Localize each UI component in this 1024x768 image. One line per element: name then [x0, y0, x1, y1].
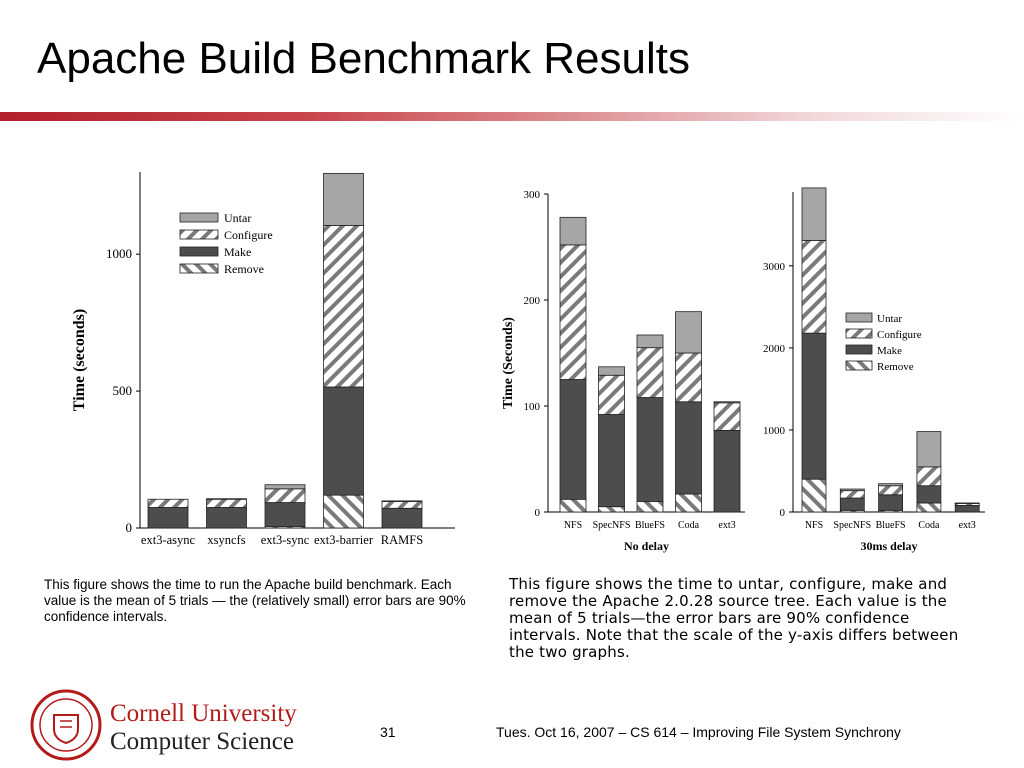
legend-label-remove: Remove: [877, 361, 914, 373]
x-axis-label: 30ms delay: [860, 539, 918, 553]
bar-segment-remove: [637, 501, 663, 512]
y-tick-label: 0: [125, 520, 132, 535]
y-tick-label: 2000: [763, 342, 785, 355]
x-tick-label: SpecNFS: [592, 520, 631, 531]
x-tick-label: ext3-sync: [260, 533, 310, 547]
legend-swatch-remove: [180, 264, 218, 273]
y-tick-label: 1000: [106, 246, 132, 262]
bar-segment-configure: [676, 353, 702, 402]
chart-30ms-delay: [763, 188, 985, 553]
bar-segment-make: [840, 498, 864, 510]
y-tick-label: 1000: [763, 424, 785, 437]
y-tick-label: 0: [534, 507, 540, 519]
legend-label-untar: Untar: [877, 313, 903, 325]
bar-segment-configure: [560, 245, 586, 380]
bar-segment-configure: [148, 499, 188, 507]
legend-swatch-make: [846, 345, 872, 354]
bar-segment-remove: [676, 494, 702, 512]
bar-segment-make: [714, 430, 740, 512]
x-tick-label: RAMFS: [380, 533, 424, 547]
chart-no-delay: [501, 189, 745, 553]
bar-segment-configure: [840, 491, 864, 498]
x-tick-label: Coda: [918, 520, 940, 531]
bar-segment-remove: [560, 499, 586, 512]
bar-segment-make: [382, 508, 422, 528]
legend-label-make: Make: [224, 245, 252, 259]
slide-title: Apache Build Benchmark Results: [37, 34, 690, 83]
bar-segment-untar: [802, 188, 826, 241]
x-tick-label: BlueFS: [634, 520, 666, 531]
bar-segment-untar: [560, 217, 586, 245]
x-axis-label: No delay: [624, 539, 669, 553]
legend-swatch-configure: [180, 230, 218, 239]
bar-segment-make: [560, 380, 586, 500]
bar-segment-untar: [714, 402, 740, 403]
logo-cornell-university: Cornell University: [110, 700, 297, 727]
bar-segment-make: [676, 402, 702, 494]
x-tick-label: ext3-async: [140, 533, 196, 547]
y-tick-label: 500: [112, 383, 132, 399]
bar-segment-untar: [955, 503, 979, 504]
legend-swatch-remove: [846, 361, 872, 370]
y-tick-label: 100: [523, 401, 540, 413]
bar-segment-make: [324, 387, 364, 495]
y-tick-label: 3000: [763, 260, 785, 273]
bar-segment-untar: [637, 335, 663, 348]
bar-segment-untar: [917, 432, 941, 467]
legend-label-configure: Configure: [224, 228, 273, 242]
bar-segment-make: [265, 503, 305, 527]
legend-label-make: Make: [877, 345, 903, 357]
bar-segment-configure: [714, 403, 740, 431]
bar-segment-untar: [599, 367, 625, 375]
bar-segment-untar: [879, 484, 903, 486]
x-tick-label: NFS: [563, 520, 583, 531]
bar-segment-make: [917, 486, 941, 503]
x-tick-label: ext3: [958, 520, 976, 531]
bar-segment-untar: [265, 485, 305, 489]
x-tick-label: ext3-barrier: [314, 533, 373, 547]
bar-segment-configure: [917, 467, 941, 486]
bar-segment-untar: [382, 501, 422, 502]
legend-label-untar: Untar: [224, 211, 252, 225]
bar-segment-make: [207, 507, 247, 528]
footer-text: Tues. Oct 16, 2007 – CS 614 – Improving File System Synchrony: [496, 724, 901, 740]
x-tick-label: xsyncfs: [207, 533, 246, 547]
bar-segment-make: [637, 398, 663, 502]
bar-segment-configure: [207, 499, 247, 507]
y-tick-label: 300: [523, 189, 540, 201]
y-tick-label: 0: [779, 507, 785, 519]
legend-swatch-make: [180, 247, 218, 256]
bar-segment-configure: [879, 486, 903, 495]
legend-label-configure: Configure: [877, 329, 922, 341]
x-tick-label: NFS: [804, 520, 824, 531]
caption-left: This figure shows the time to run the Apache build benchmark. Each value is the mean of 5 trials — the (relatively small) error bars are 90% confidence intervals.: [44, 577, 466, 624]
bar-segment-configure: [265, 489, 305, 503]
bar-segment-remove: [324, 495, 364, 528]
legend-swatch-untar: [846, 313, 872, 322]
bar-segment-configure: [382, 501, 422, 508]
bar-segment-make: [148, 507, 188, 528]
bar-segment-remove: [599, 507, 625, 512]
page-number: 31: [380, 724, 396, 740]
bar-segment-make: [879, 495, 903, 511]
legend-swatch-configure: [846, 329, 872, 338]
bar-segment-configure: [324, 225, 364, 387]
y-tick-label: 200: [523, 295, 540, 307]
bar-segment-untar: [207, 499, 247, 500]
bar-segment-untar: [324, 173, 364, 225]
y-axis-label: Time (seconds): [71, 308, 88, 412]
caption-right: This figure shows the time to untar, configure, make and remove the Apache 2.0.28 source tree. Each value is the mean of 5 trials—the error bars are 90% confidence intervals. Note that the scale of the y-axis differs between the two graphs.: [509, 575, 959, 661]
bar-segment-configure: [802, 240, 826, 333]
bar-segment-untar: [676, 312, 702, 353]
chart-ext3-build: [71, 172, 455, 547]
bar-segment-configure: [599, 375, 625, 414]
x-tick-label: ext3: [718, 520, 736, 531]
x-tick-label: Coda: [677, 520, 700, 531]
bar-segment-configure: [637, 348, 663, 398]
x-tick-label: SpecNFS: [833, 520, 872, 531]
bar-segment-remove: [917, 503, 941, 512]
legend-swatch-untar: [180, 213, 218, 222]
y-axis-label: Time (Seconds): [501, 317, 516, 409]
logo-computer-science: Computer Science: [110, 728, 294, 755]
bar-segment-make: [955, 505, 979, 512]
cornell-seal-icon: [30, 689, 102, 761]
legend-label-remove: Remove: [224, 262, 264, 276]
x-tick-label: BlueFS: [875, 520, 906, 531]
bar-segment-make: [599, 414, 625, 506]
bar-segment-remove: [802, 479, 826, 512]
bar-segment-untar: [840, 489, 864, 491]
bar-segment-make: [802, 333, 826, 479]
